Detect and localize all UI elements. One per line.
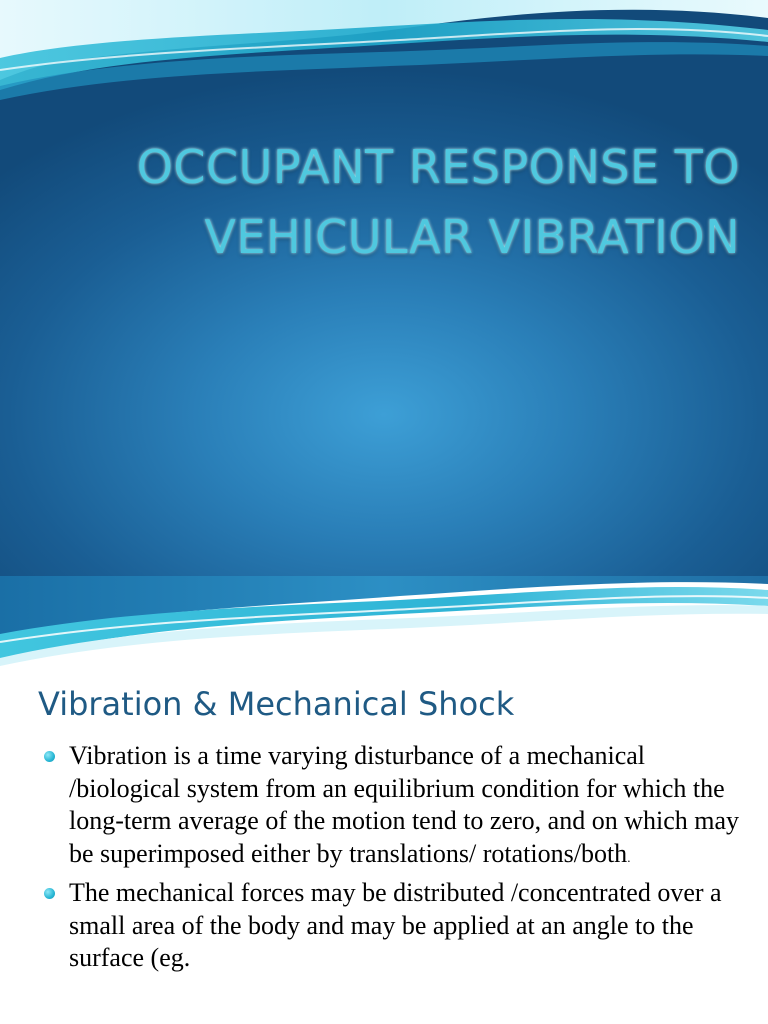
bullet-dot-icon <box>44 751 55 762</box>
slide-title-line-2: VEHICULAR VIBRATION <box>204 210 740 264</box>
slide-title <box>40 132 740 272</box>
bullet-text: Vibration is a time varying disturbance of a mechanical /biological system from an equilibrium condition for which the long-term average of the motion tend to zero, and on which may be superimposed either by translations/ rotations/both <box>69 741 740 868</box>
bullet-list <box>42 740 742 978</box>
bullet-trailing-punctuation: . <box>627 849 631 865</box>
bullet-item <box>42 740 742 874</box>
wave-decoration-top <box>0 576 768 666</box>
bullet-dot-icon <box>44 888 55 899</box>
bullet-item <box>42 877 742 975</box>
bullet-text: The mechanical forces may be distributed /concentrated over a small area of the body and may be applied at an angle to the surface (eg. <box>69 878 722 972</box>
content-slide <box>0 576 768 1024</box>
slide-title-line-1: OCCUPANT RESPONSE TO <box>136 140 740 194</box>
wave-decoration-top <box>0 0 768 110</box>
slide-heading: Vibration & Mechanical Shock <box>38 685 515 723</box>
